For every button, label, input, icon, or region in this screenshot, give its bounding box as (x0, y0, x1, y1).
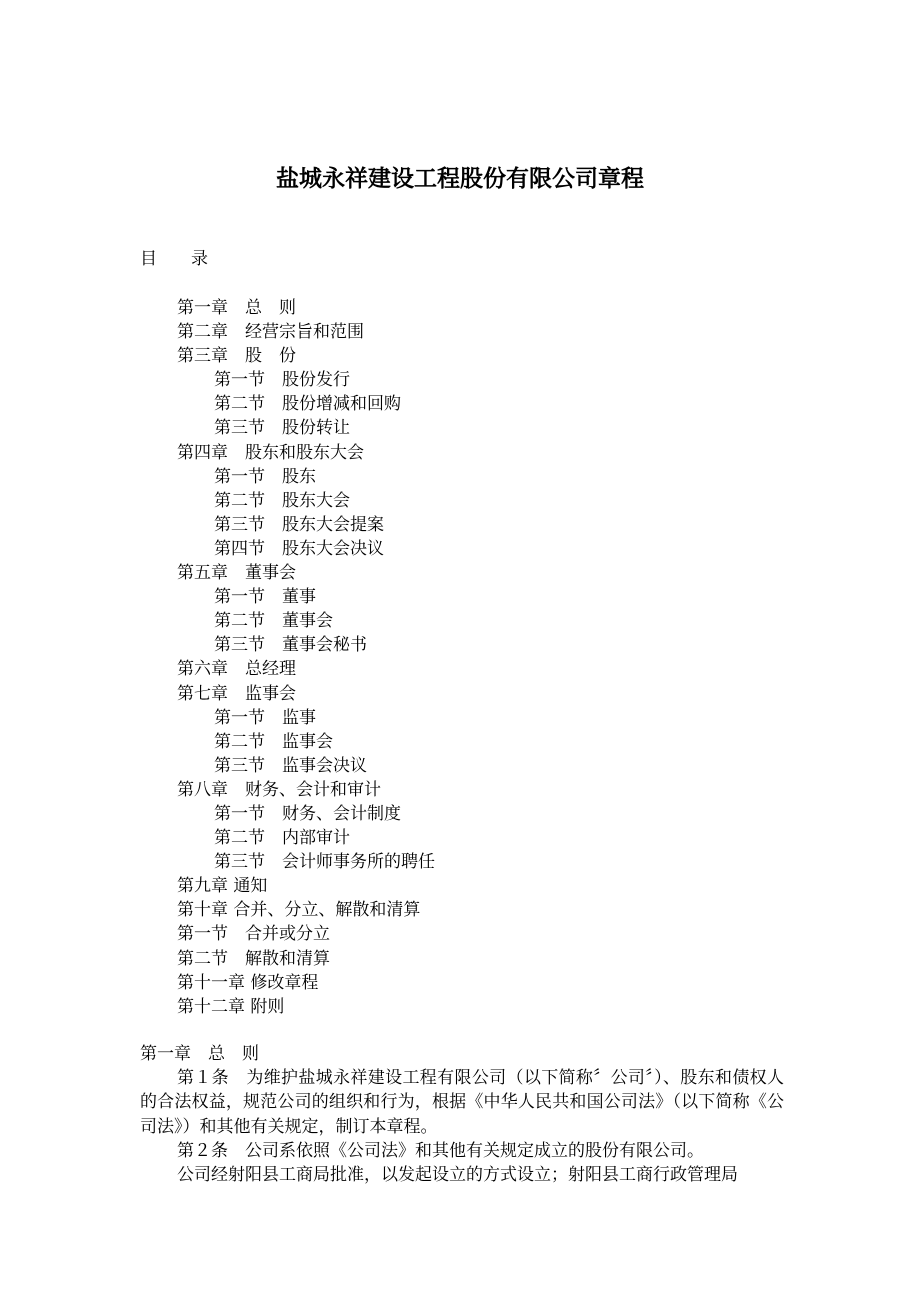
toc-chapter: 第一章 总 则 (177, 298, 296, 318)
toc-section: 第三节 会计师事务所的聘任 (214, 852, 435, 873)
article-2: 第２条 公司系依照《公司法》和其他有关规定成立的股份有限公司。 (177, 1140, 704, 1161)
toc-chapter: 第十一章 修改章程 (177, 972, 319, 993)
toc-section: 第二节 股份增减和回购 (214, 394, 401, 415)
toc-section: 第一节 董事 (214, 587, 316, 608)
toc-section: 第一节 监事 (214, 707, 316, 728)
article-1: 第１条 为维护盐城永祥建设工程有限公司（以下简称〞公司〞）、股东和债权人的合法权益，规范公司的组织和行为，根据《中华人民共和国公司法》（以下简称《公司法》）和其他有关规定，制订本章程。 (140, 1068, 784, 1137)
toc-section: 第三节 董事会秘书 (214, 635, 367, 656)
document-title: 盐城永祥建设工程股份有限公司章程 (276, 166, 644, 192)
toc-chapter: 第一节 合并或分立 (177, 924, 330, 945)
toc-section: 第三节 股东大会提案 (214, 514, 384, 535)
toc-section: 第一节 股份发行 (214, 370, 350, 391)
document-body (140, 1042, 784, 1187)
toc-section: 第二节 董事会 (214, 611, 333, 632)
toc-chapter: 第七章 监事会 (177, 683, 296, 704)
toc-chapter: 第五章 董事会 (177, 563, 296, 584)
toc-section: 第三节 监事会决议 (214, 755, 367, 776)
toc-chapter: 第三章 股 份 (177, 346, 296, 367)
toc-section: 第四节 股东大会决议 (214, 538, 384, 559)
toc-chapter: 第十章 合并、分立、解散和清算 (177, 900, 421, 921)
table-of-contents (0, 296, 920, 1019)
toc-chapter: 第二章 经营宗旨和范围 (177, 322, 364, 343)
toc-section: 第一节 股东 (214, 466, 316, 487)
toc-section: 第二节 监事会 (214, 731, 333, 752)
article-2-continuation: 公司经射阳县工商局批准，以发起设立的方式设立；射阳县工商行政管理局 (177, 1165, 738, 1186)
toc-section: 第一节 财务、会计制度 (214, 803, 401, 824)
toc-chapter: 第十二章 附则 (177, 996, 285, 1017)
toc-chapter: 第四章 股东和股东大会 (177, 442, 364, 463)
toc-chapter: 第八章 财务、会计和审计 (177, 779, 381, 800)
toc-section: 第二节 股东大会 (214, 490, 350, 511)
toc-chapter: 第六章 总经理 (177, 659, 296, 680)
toc-heading: 目 录 (140, 249, 208, 269)
toc-section: 第三节 股份转让 (214, 418, 350, 439)
chapter-heading: 第一章 总 则 (140, 1044, 259, 1064)
toc-chapter: 第九章 通知 (177, 876, 268, 897)
toc-chapter: 第二节 解散和清算 (177, 948, 330, 969)
toc-section: 第二节 内部审计 (214, 828, 350, 849)
